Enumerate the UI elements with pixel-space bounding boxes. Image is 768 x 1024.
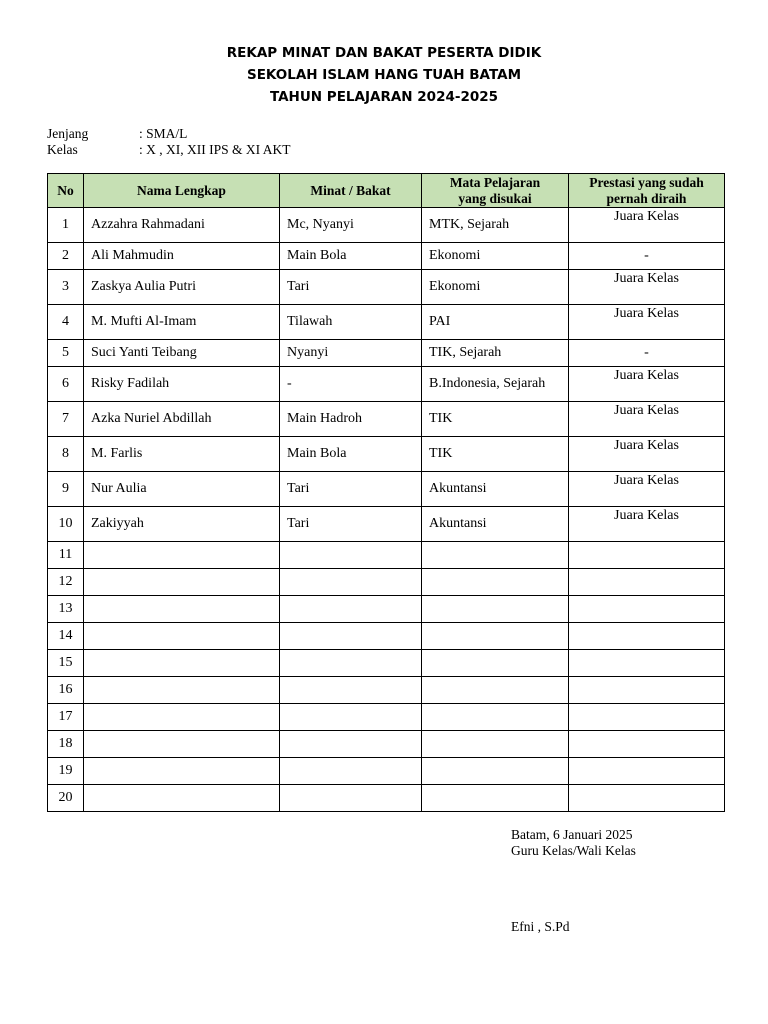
cell-minat [280,623,422,650]
cell-mapel [422,596,569,623]
table-row [48,243,725,270]
cell-prestasi: Juara Kelas [569,367,725,402]
cell-no: 16 [48,677,84,704]
cell-nama: Zaskya Aulia Putri [84,270,280,305]
cell-minat [280,785,422,812]
cell-mapel: TIK [422,437,569,472]
cell-nama: Azka Nuriel Abdillah [84,402,280,437]
rekap-table [47,173,725,812]
cell-minat: Nyanyi [280,340,422,367]
cell-no: 8 [48,437,84,472]
table-row [48,569,725,596]
cell-no: 6 [48,367,84,402]
cell-prestasi: Juara Kelas [569,305,725,340]
cell-nama: M. Farlis [84,437,280,472]
kelas-label: Kelas [47,142,78,157]
table-row [48,542,725,569]
header-mapel-line2: yang disukai [458,190,532,206]
cell-nama: Ali Mahmudin [84,243,280,270]
cell-prestasi: Juara Kelas [569,437,725,472]
table-row [48,785,725,812]
cell-minat [280,758,422,785]
cell-no: 19 [48,758,84,785]
cell-prestasi: - [569,340,725,367]
cell-prestasi [569,650,725,677]
jenjang-line [47,126,187,142]
table-row [48,340,725,367]
cell-nama: Azzahra Rahmadani [84,208,280,243]
header-prestasi-line2: pernah diraih [606,190,687,206]
table-row [48,704,725,731]
table-row [48,402,725,437]
kelas-line [47,142,291,158]
document-title-line2: SEKOLAH ISLAM HANG TUAH BATAM [246,67,521,83]
table-header-row [48,174,725,208]
table-row [48,758,725,785]
cell-no: 2 [48,243,84,270]
cell-nama [84,650,280,677]
cell-nama [84,677,280,704]
cell-no: 9 [48,472,84,507]
cell-mapel: MTK, Sejarah [422,208,569,243]
cell-no: 17 [48,704,84,731]
cell-minat: - [280,367,422,402]
cell-nama [84,704,280,731]
cell-minat: Tari [280,472,422,507]
header-prestasi [569,174,725,208]
cell-prestasi [569,758,725,785]
cell-mapel [422,758,569,785]
cell-mapel [422,677,569,704]
table-row [48,650,725,677]
cell-nama: M. Mufti Al-Imam [84,305,280,340]
kelas-value: : X , XI, XII IPS & XI AKT [139,142,291,157]
cell-no: 1 [48,208,84,243]
cell-mapel: Ekonomi [422,243,569,270]
cell-minat: Tari [280,270,422,305]
cell-no: 13 [48,596,84,623]
cell-nama [84,785,280,812]
cell-nama [84,758,280,785]
table-body [48,208,725,812]
cell-mapel: TIK, Sejarah [422,340,569,367]
cell-no: 12 [48,569,84,596]
cell-nama: Nur Aulia [84,472,280,507]
cell-no: 7 [48,402,84,437]
cell-no: 4 [48,305,84,340]
cell-prestasi [569,623,725,650]
cell-no: 14 [48,623,84,650]
cell-prestasi [569,704,725,731]
table-row [48,472,725,507]
cell-mapel [422,704,569,731]
cell-nama: Risky Fadilah [84,367,280,402]
table-row [48,305,725,340]
cell-prestasi [569,596,725,623]
cell-minat: Main Hadroh [280,402,422,437]
cell-minat [280,650,422,677]
cell-no: 10 [48,507,84,542]
cell-nama [84,596,280,623]
signature-name: Efni , S.Pd [511,919,570,934]
cell-mapel [422,650,569,677]
cell-prestasi: Juara Kelas [569,472,725,507]
jenjang-label: Jenjang [47,126,89,141]
table-row [48,507,725,542]
cell-minat: Tilawah [280,305,422,340]
header-minat: Minat / Bakat [280,174,422,208]
table-row [48,731,725,758]
cell-mapel [422,542,569,569]
cell-mapel: PAI [422,305,569,340]
cell-minat: Main Bola [280,243,422,270]
cell-nama [84,623,280,650]
cell-minat: Main Bola [280,437,422,472]
cell-mapel: Akuntansi [422,472,569,507]
cell-prestasi: Juara Kelas [569,507,725,542]
cell-mapel: B.Indonesia, Sejarah [422,367,569,402]
cell-nama [84,569,280,596]
header-prestasi-line1: Prestasi yang sudah [589,174,704,190]
table-row [48,677,725,704]
document-title-line3: TAHUN PELAJARAN 2024-2025 [269,89,499,105]
cell-no: 18 [48,731,84,758]
cell-minat [280,596,422,623]
table-row [48,367,725,402]
cell-minat [280,677,422,704]
jenjang-value: : SMA/L [139,126,188,141]
signature-role: Guru Kelas/Wali Kelas [511,843,636,858]
cell-prestasi [569,785,725,812]
cell-mapel [422,785,569,812]
cell-mapel [422,623,569,650]
header-nama: Nama Lengkap [84,174,280,208]
cell-minat [280,569,422,596]
table-row [48,208,725,243]
table-row [48,623,725,650]
cell-prestasi [569,569,725,596]
header-no: No [48,174,84,208]
cell-minat [280,731,422,758]
cell-nama: Suci Yanti Teibang [84,340,280,367]
header-mapel [422,174,569,208]
cell-prestasi: Juara Kelas [569,270,725,305]
cell-mapel: Ekonomi [422,270,569,305]
cell-no: 20 [48,785,84,812]
cell-minat: Tari [280,507,422,542]
cell-mapel [422,731,569,758]
cell-prestasi: Juara Kelas [569,402,725,437]
cell-no: 15 [48,650,84,677]
signature-place-date: Batam, 6 Januari 2025 [511,827,633,842]
cell-nama [84,731,280,758]
cell-no: 11 [48,542,84,569]
cell-mapel: Akuntansi [422,507,569,542]
cell-minat [280,542,422,569]
cell-prestasi [569,542,725,569]
cell-minat [280,704,422,731]
cell-minat: Mc, Nyanyi [280,208,422,243]
table-row [48,270,725,305]
cell-prestasi [569,731,725,758]
header-mapel-line1: Mata Pelajaran [449,174,541,190]
document-title-line1: REKAP MINAT DAN BAKAT PESERTA DIDIK [226,45,542,61]
cell-nama: Zakiyyah [84,507,280,542]
table-row [48,596,725,623]
table-row [48,437,725,472]
cell-no: 3 [48,270,84,305]
cell-mapel [422,569,569,596]
cell-mapel: TIK [422,402,569,437]
cell-prestasi: Juara Kelas [569,208,725,243]
cell-prestasi [569,677,725,704]
cell-prestasi: - [569,243,725,270]
cell-no: 5 [48,340,84,367]
cell-nama [84,542,280,569]
